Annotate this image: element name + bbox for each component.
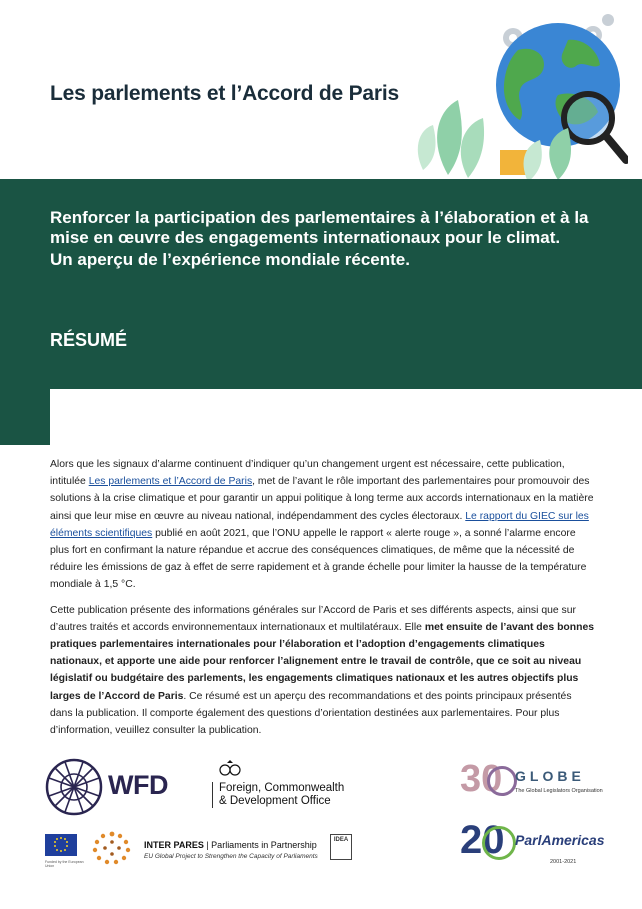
giec-report-link[interactable]: Le rapport du GIEC sur les éléments scientifiques [50,510,589,539]
parlamericas-ring [482,826,516,860]
wfd-logo-mark [45,758,103,816]
globe-30-mark: 30 [460,758,503,800]
p1-text-b: , met de l’avant le rôle important des parlementaires pour promouvoir des solutions à la crise climatique et pour garantir un appui politique à long terme aux accords internationaux en la matière ainsi que leur mise en œuvre au niveau national, indépendamment des cycles électoraux. [50,476,594,522]
inter-pares-bold: INTER PARES [144,840,204,850]
body-text [50,456,595,747]
parlamericas-logo-text: ParlAmericas [515,832,605,848]
fcdo-line-2: & Development Office [219,795,331,807]
eu-flag-icon [45,834,77,856]
fcdo-line-1: Foreign, Commonwealth [219,782,345,794]
eu-caption: Funded by the European Union [45,860,84,868]
globe-illustration [408,0,628,190]
parlamericas-20-mark: 20 [460,818,505,862]
crest-icon [218,760,242,780]
subtitle-line-2: Un aperçu de l’expérience mondiale récente. [50,250,410,269]
p1-text-a: Alors que les signaux d’alarme continuent d’indiquer qu’un changement urgent est nécessaire, cette publication, intitulée [50,459,565,488]
globe-years-ring [487,766,517,796]
p2-bold-text: met ensuite de l’avant des bonnes pratiques parlementaires internationales pour l’élaboration et l’adoption d’engagements climatiques nationaux, et apporte une aide pour renforcer l’alignement entre le travail de contrôle, que ce soit au niveau législatif ou budgétaire des parlements, les engagements climatiques nationaux et les autres objectifs plus larges de l’Accord de Paris [50,621,595,702]
band-tail [0,389,50,445]
globe-logo-text: GLOBE [515,768,585,784]
inter-pares-subtitle: EU Global Project to Strengthen the Capacity of Parliaments [144,853,318,860]
paragraph-2 [50,602,595,740]
globe-logo-sub: The Global Legislators Organisation [515,788,603,794]
wfd-logo-text: WFD [108,770,168,800]
inter-pares-title [144,840,317,850]
p1-text-c: publié en août 2021, que l’ONU appelle le rapport « alerte rouge », a sonné l’alarme encore plus fort en confirmant la nature répandue et accrue des conséquences climatiques, de même que la nécessité de réduire les émissions de gaz à effet de serre rapidement et à grande échelle pour limiter la hausse de la température mondiale à 1,5 °C. [50,527,587,591]
idea-logo: IDEA [330,834,352,860]
inter-pares-logo-mark [90,830,134,866]
subtitle-line-1: Renforcer la participation des parlementaires à l’élaboration et à la mise en œuvre des engagements internationaux pour le climat. [50,208,589,247]
paragraph-1 [50,456,595,594]
inter-pares-rest: | Parliaments in Partnership [203,840,317,850]
publication-link[interactable]: Les parlements et l’Accord de Paris [88,476,253,488]
parlamericas-dates: 2001-2021 [550,859,577,865]
subtitle-block [50,208,590,270]
p2-text-c: . Ce résumé est un aperçu des recommandations et des points principaux présentés dans la publication. Il comporte également des questions d’orientation destinées aux parlementaires. Pour plus d’information, veuillez consulter la publication. [50,690,572,737]
p2-text-a: Cette publication présente des informations générales sur l’Accord de Paris et ses différents aspects, ainsi que sur d’autres traités et accords environnementaux internationaux et multilatéraux. Elle [50,604,576,633]
fcdo-logo [212,782,362,808]
page-title: Les parlements et l’Accord de Paris [50,82,399,105]
resume-heading: RÉSUMÉ [50,330,128,350]
